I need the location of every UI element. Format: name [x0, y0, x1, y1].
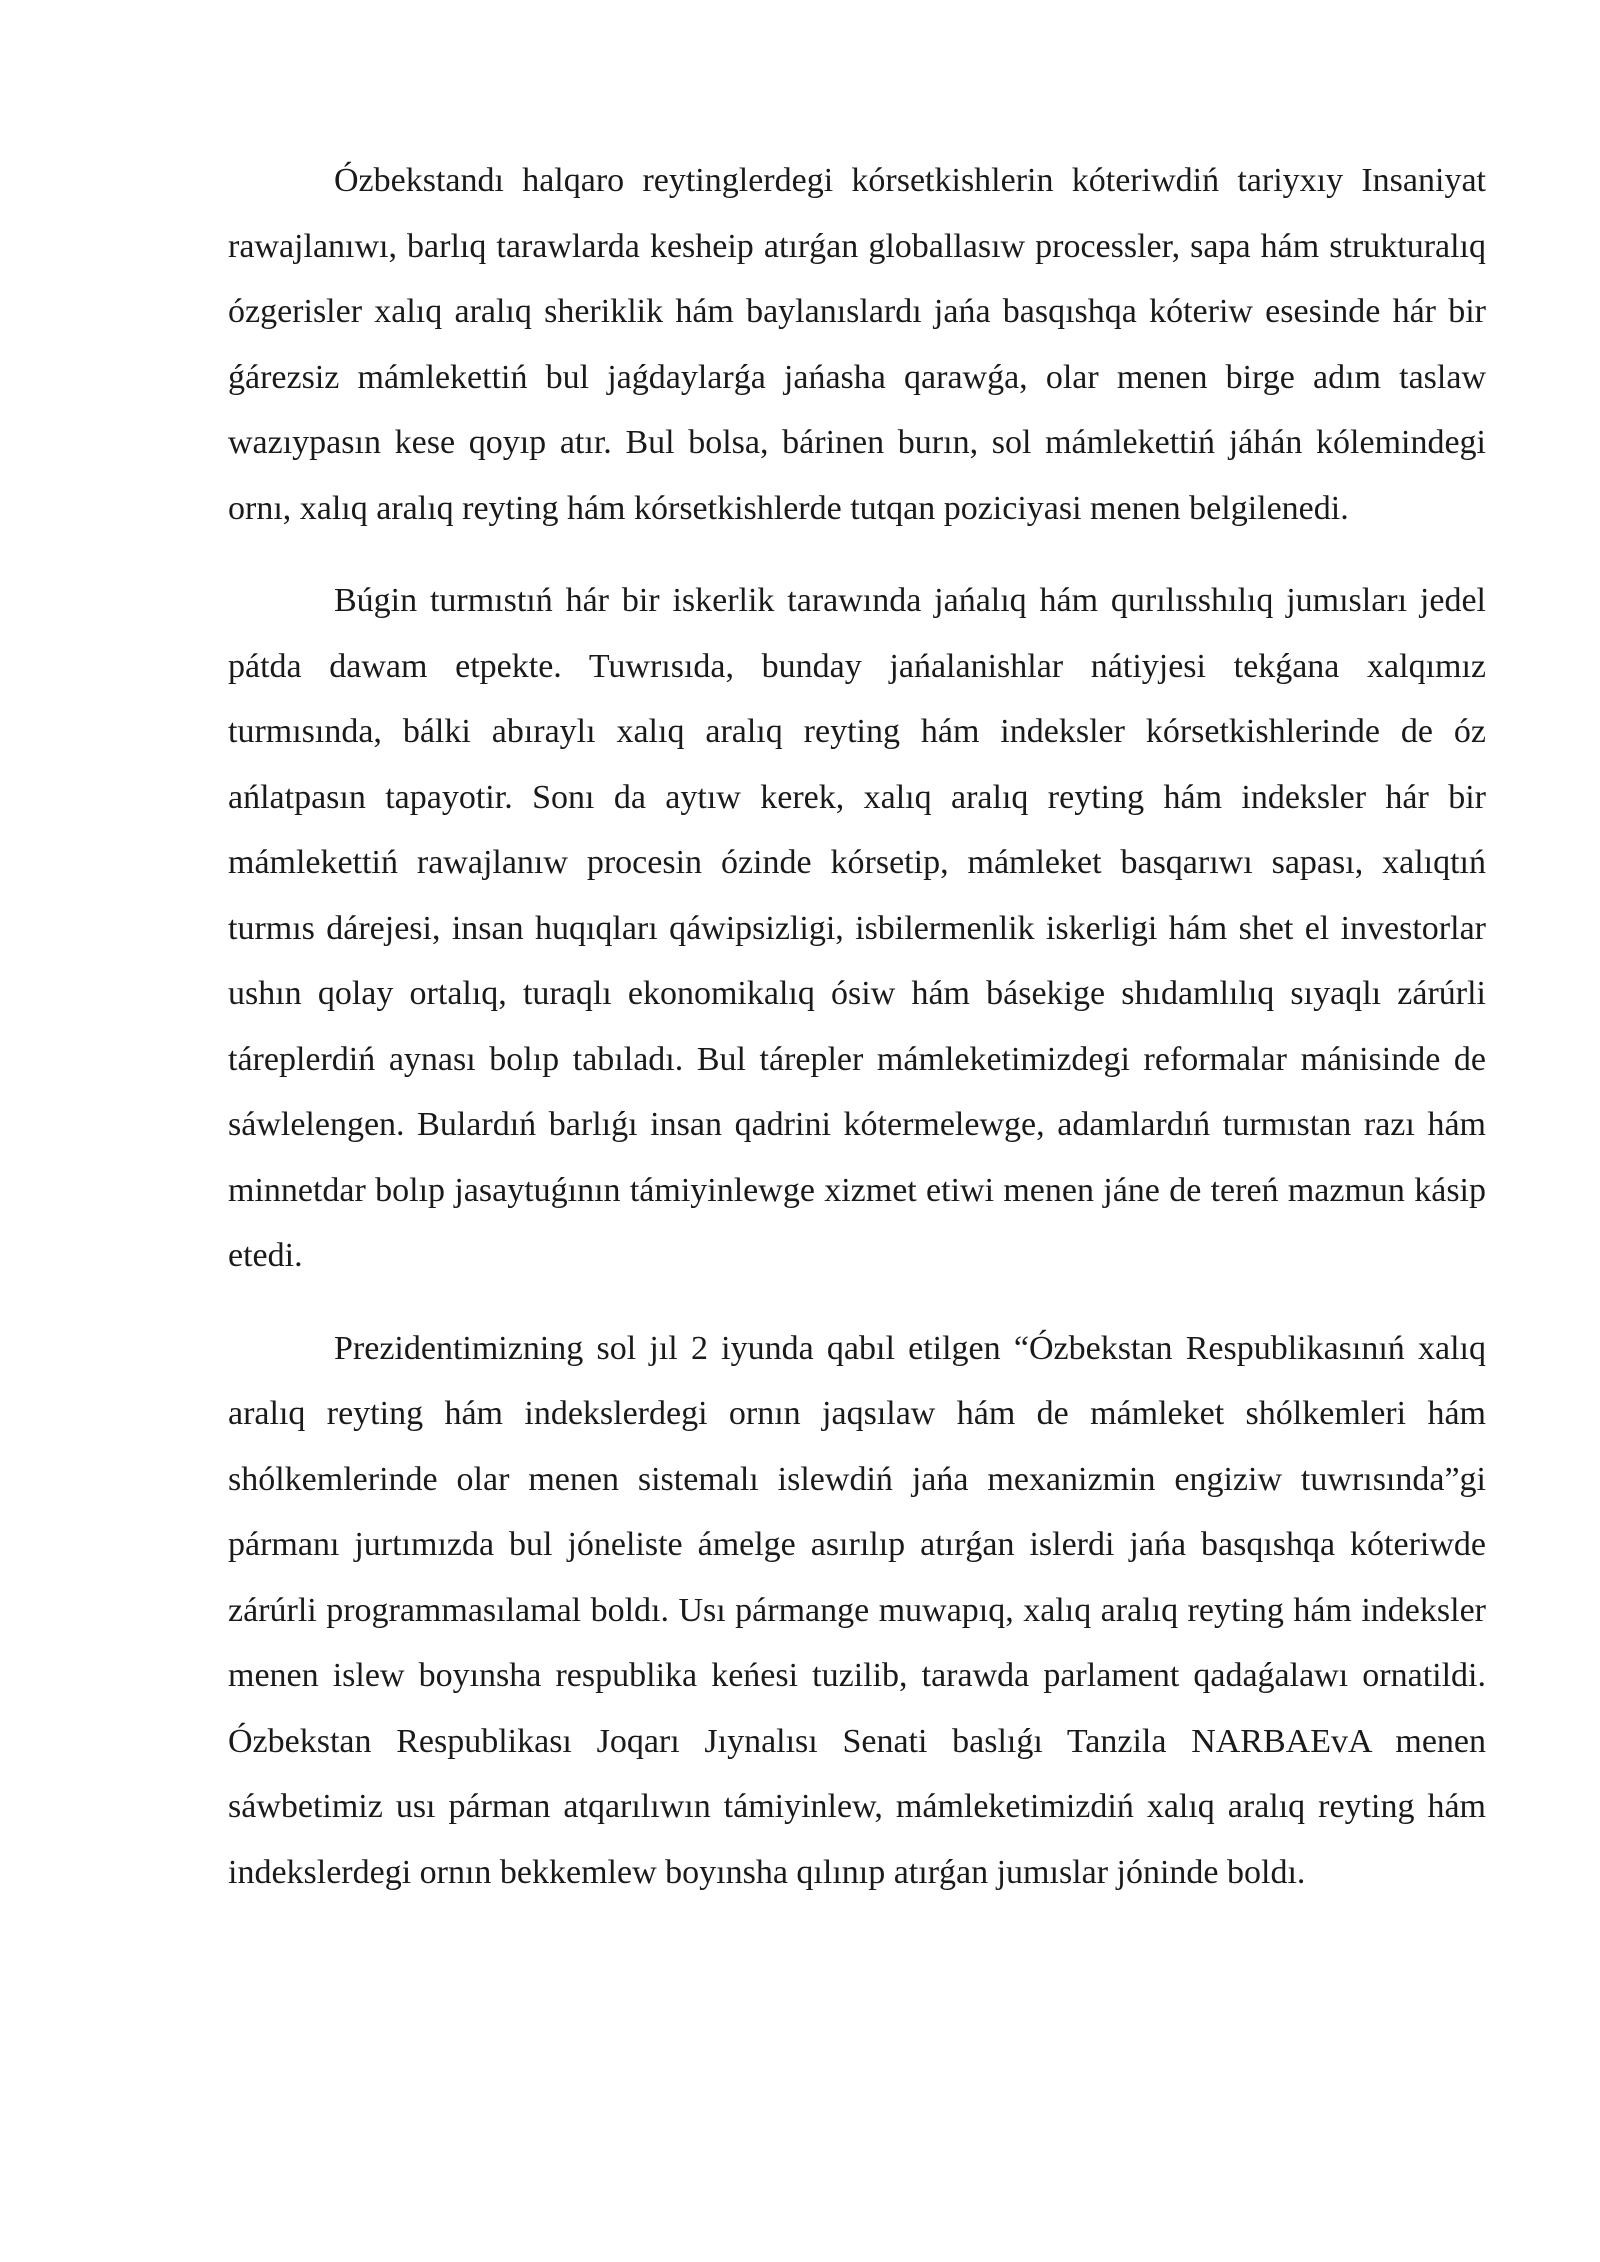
paragraph-2: Búgin turmıstıń hár bir iskerlik tarawında jańalıq hám qurılısshılıq jumısları jedel pátda dawam etpekte. Tuwrısıda, bunday jańalanishlar nátiyjesi tekǵana xalqımız turmısında, bálki abıraylı xalıq aralıq reyting hám indeksler kórsetkishlerinde de óz ańlatpasın tapayotir. Sonı da aytıw kerek, xalıq aralıq reyting hám indeksler hár bir mámlekettiń rawajlanıw procesin ózinde kórsetip, mámleket basqarıwı sapası, xalıqtıń turmıs dárejesi, insan huqıqları qáwipsizligi, isbilermenlik iskerligi hám shet el investorlar ushın qolay ortalıq, turaqlı ekonomikalıq ósiw hám básekige shıdamlılıq sıyaqlı zárúrli táreplerdiń aynası bolıp tabıladı. Bul tárepler mámleketimizdegi reformalar mánisinde de sáwlelengen. Bulardıń barlıǵı insan qadrini kótermelewge, adamlardıń turmıstan razı hám minnetdar bolıp jasaytuǵının támiyinlewge xizmet etiwi menen jáne de tereń mazmun kásip etedi.: [228, 582, 1486, 1274]
paragraph-3: Prezidentimizning sol jıl 2 iyunda qabıl etilgen “Ózbekstan Respublikasınıń xalıq aralıq reyting hám indekslerdegi ornın jaqsılaw hám de mámleket shólkemleri hám shólkemlerinde olar menen sistemalı islewdiń jańa mexanizmin engiziw tuwrısında”gi pármanı jurtımızda bul jóneliste ámelge asırılıp atırǵan islerdi jańa basqıshqa kóteriwde zárúrli programmasılamal boldı. Usı pármange muwapıq, xalıq aralıq reyting hám indeksler menen islew boyınsha respublika keńesi tuzilib, tarawda parlament qadaǵalawı ornatildi. Ózbekstan Respublikası Joqarı Jıynalısı Senati baslıǵı Tanzila NARBAEvA menen sáwbetimiz usı párman atqarılıwın támiyinlew, mámleketimizdiń xalıq aralıq reyting hám indekslerdegi ornın bekkemlew boyınsha qılınıp atırǵan jumıslar jóninde boldı.: [228, 1329, 1486, 1891]
document-page: [228, 148, 1486, 1905]
paragraph-1: Ózbekstandı halqaro reytinglerdegi kórsetkishlerin kóteriwdiń tariyxıy Insaniyat rawajlanıwı, barlıq tarawlarda kesheip atırǵan globallasıw processler, sapa hám strukturalıq ózgerisler xalıq aralıq sheriklik hám baylanıslardı jańa basqıshqa kóteriw esesinde hár bir ǵárezsiz mámlekettiń bul jaǵdaylarǵa jańasha qarawǵa, olar menen birge adım taslaw wazıypasın kese qoyıp atır. Bul bolsa, bárinen burın, sol mámlekettiń jáhán kólemindegi ornı, xalıq aralıq reyting hám kórsetkishlerde tutqan poziciyasi menen belgilenedi.: [228, 162, 1486, 527]
